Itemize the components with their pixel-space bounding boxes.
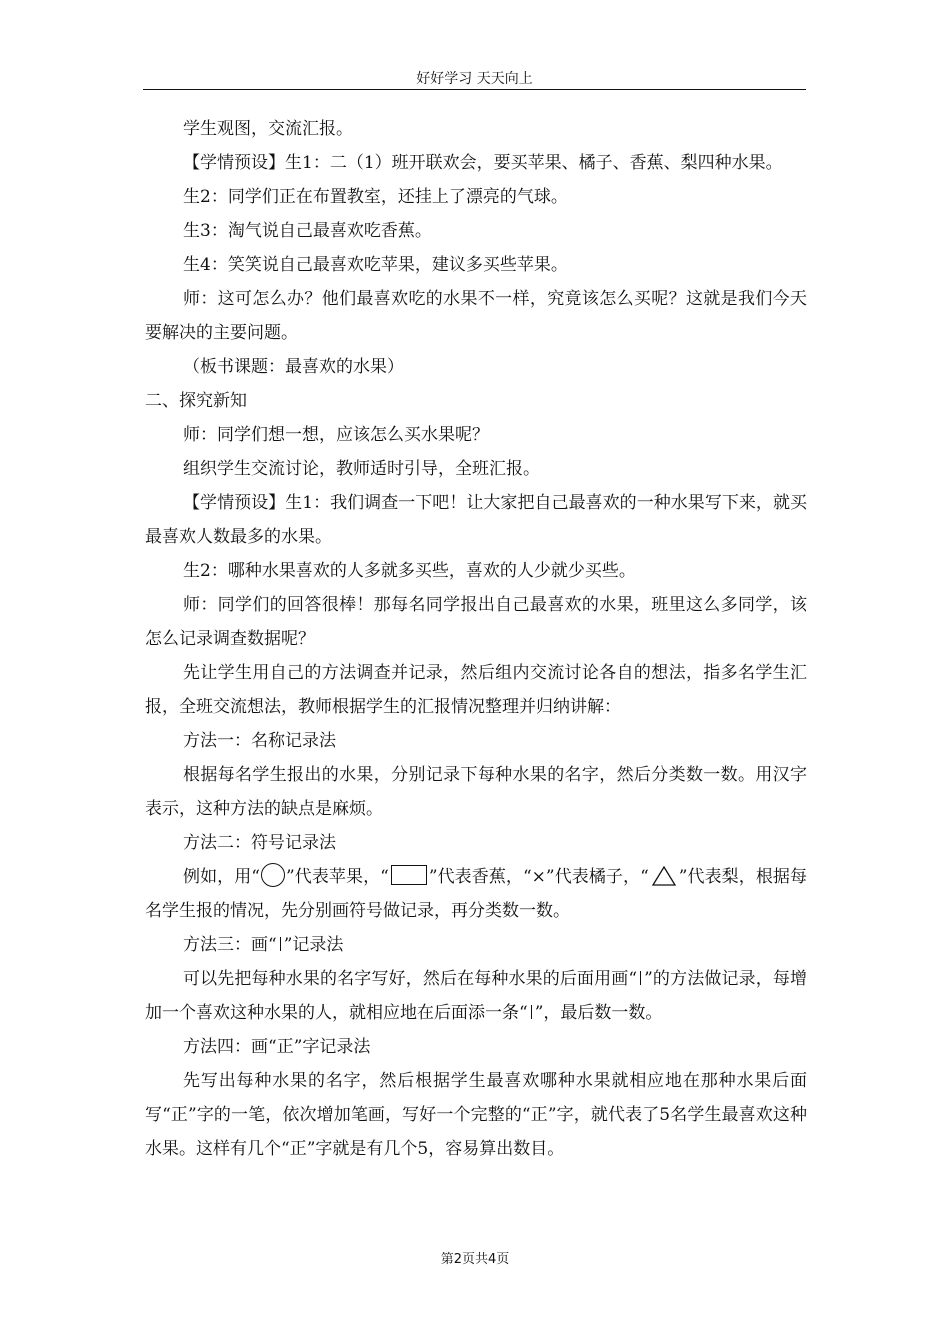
document-body <box>145 112 807 1166</box>
method-heading: 方法二：符号记录法 <box>183 833 336 853</box>
method-heading: 方法一：名称记录法 <box>183 731 336 751</box>
method-heading: 方法四：画“正”字记录法 <box>183 1037 371 1057</box>
paragraph: 师：这可怎么办？他们最喜欢吃的水果不一样，究竟该怎么买呢？这就是我们今天要解决的主要问题。 <box>145 289 807 343</box>
page-header: 好好学习 天天向上 <box>416 71 533 87</box>
paragraph: 生2：同学们正在布置教室，还挂上了漂亮的气球。 <box>183 187 568 207</box>
text-run: ”，最后数一数。 <box>534 1003 663 1023</box>
text-run: ”代表香蕉，“×”代表橘子，“ <box>428 867 649 887</box>
paragraph: 生2：哪种水果喜欢的人多就多买些，喜欢的人少就少买些。 <box>183 561 636 581</box>
paragraph: 【学情预设】生1：我们调查一下吧！让大家把自己最喜欢的一种水果写下来，就买最喜欢人数最多的水果。 <box>145 493 807 547</box>
paragraph: 学生观图，交流汇报。 <box>183 119 353 139</box>
tally-stroke-icon <box>280 937 281 951</box>
header-divider <box>143 89 806 90</box>
text-run: ”的方法做记录，每增加一个喜欢这种水果的人，就相应地在后面添一条“ <box>145 969 807 1023</box>
section-heading: 二、探究新知 <box>145 391 247 411</box>
board-title-note: （板书课题：最喜欢的水果） <box>183 357 404 377</box>
rectangle-symbol-icon <box>391 865 427 885</box>
paragraph: 生4：笑笑说自己最喜欢吃苹果，建议多买些苹果。 <box>183 255 568 275</box>
paragraph: 组织学生交流讨论，教师适时引导，全班汇报。 <box>183 459 540 479</box>
tally-stroke-icon <box>531 1005 532 1019</box>
text-run: ”代表苹果，“ <box>286 867 389 887</box>
triangle-symbol-icon <box>651 865 677 887</box>
text-run: 方法三：画“ <box>183 935 277 955</box>
text-run: ”记录法 <box>283 935 344 955</box>
circle-symbol-icon <box>261 863 285 887</box>
paragraph <box>145 962 807 1030</box>
tally-stroke-icon <box>640 971 641 985</box>
text-run: 例如，用“ <box>183 867 260 887</box>
symbol-example-paragraph <box>145 860 807 928</box>
paragraph: 【学情预设】生1：二（1）班开联欢会，要买苹果、橘子、香蕉、梨四种水果。 <box>183 153 783 173</box>
paragraph: 根据每名学生报出的水果，分别记录下每种水果的名字，然后分类数一数。用汉字表示，这种方法的缺点是麻烦。 <box>145 765 807 819</box>
paragraph: 师：同学们的回答很棒！那每名同学报出自己最喜欢的水果，班里这么多同学，该怎么记录调查数据呢？ <box>145 595 807 649</box>
paragraph: 师：同学们想一想，应该怎么买水果呢？ <box>183 425 489 445</box>
paragraph: 先写出每种水果的名字，然后根据学生最喜欢哪种水果就相应地在那种水果后面写“正”字的一笔，依次增加笔画，写好一个完整的“正”字，就代表了5名学生最喜欢这种水果。这样有几个“正”字就是有几个5，容易算出数目。 <box>145 1071 807 1159</box>
page-footer: 第2页共4页 <box>440 1252 510 1267</box>
method-heading <box>145 928 807 962</box>
text-run: ”代表梨，根据每名学生报的情况，先分别画符号做记录，再分类数一数。 <box>145 867 807 921</box>
paragraph: 先让学生用自己的方法调查并记录，然后组内交流讨论各自的想法，指多名学生汇报，全班交流想法，教师根据学生的汇报情况整理并归纳讲解： <box>145 663 807 717</box>
paragraph: 生3：淘气说自己最喜欢吃香蕉。 <box>183 221 432 241</box>
text-run: 可以先把每种水果的名字写好，然后在每种水果的后面用画“ <box>183 969 638 989</box>
